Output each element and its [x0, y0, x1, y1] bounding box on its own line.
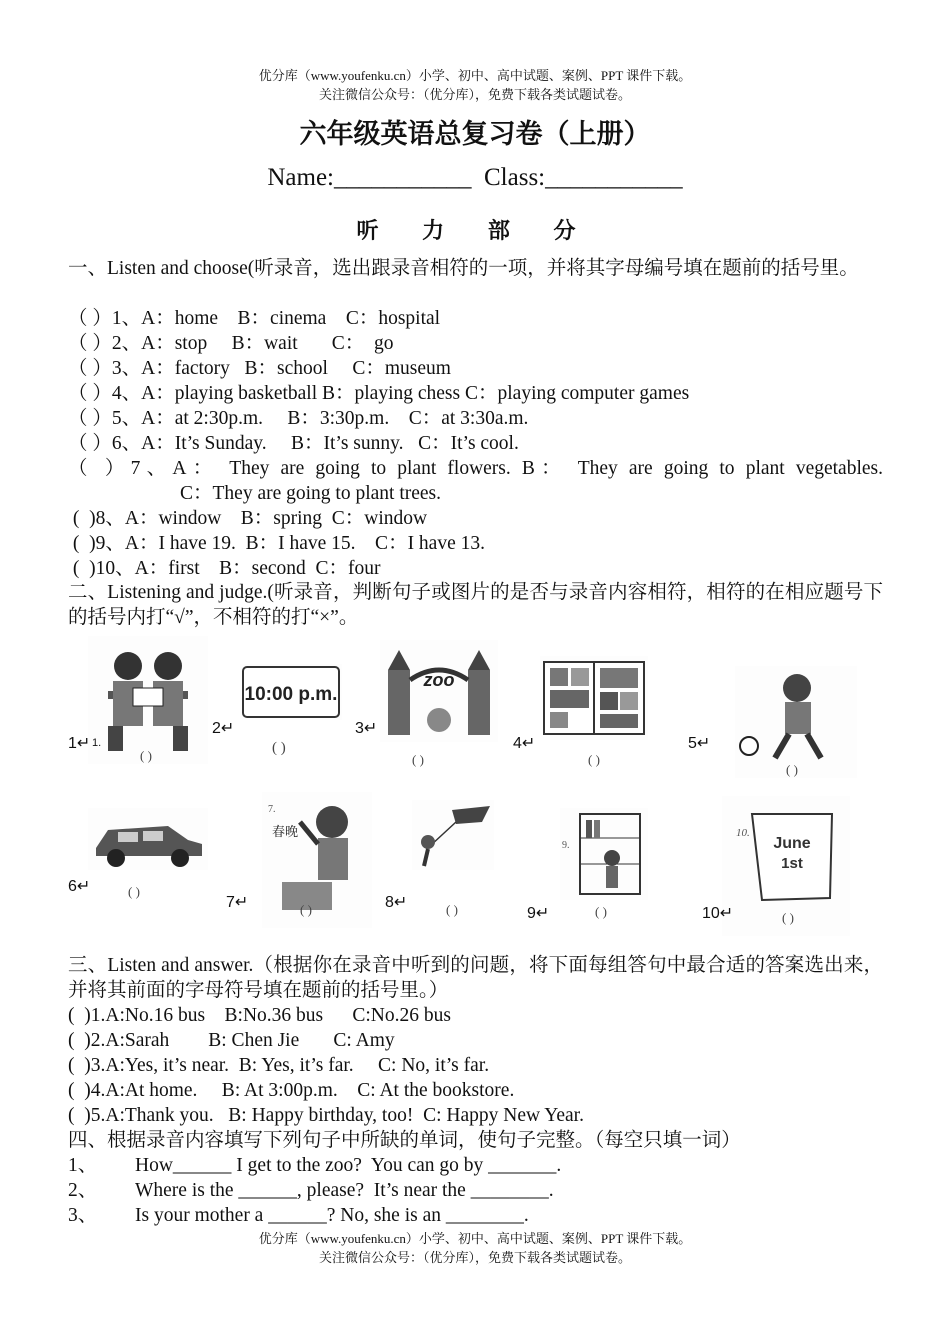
pic-number-7: 7↵ — [226, 894, 249, 911]
part1-item-6: （ ）6、A：It’s Sunday. B：It’s sunny. C：It’s cool. — [68, 433, 519, 454]
part3-item-2: ( )2.A:Sarah B: Chen Jie C: Amy — [68, 1030, 395, 1051]
pic-number-5: 5↵ — [688, 735, 711, 752]
part1-item-3: （ ）3、A：factory B：school C：museum — [68, 358, 451, 379]
paren-7: ( ) — [300, 902, 312, 917]
footer-line-2: 关注微信公众号：（优分库），免费下载各类试题试卷。 — [318, 1250, 631, 1265]
picture-8-kite-flying — [412, 800, 494, 870]
paren-4: ( ) — [588, 752, 600, 767]
part1-item-10: ( )10、A：first B：second C：four — [68, 558, 381, 579]
paren-5: ( ) — [786, 762, 798, 777]
pic-number-4: 4↵ — [513, 735, 536, 752]
people-reading-icon — [88, 636, 208, 764]
part1-heading: 一、Listen and choose(听录音，选出跟录音相符的一项，并将其字母编号填在题前的括号里。 — [68, 258, 859, 279]
part3-item-4: ( )4.A:At home. B: At 3:00p.m. C: At the bookstore. — [68, 1080, 515, 1101]
pic-number-2: 2↵ — [212, 720, 235, 737]
zoo-gate-icon — [380, 640, 498, 742]
zoo-sign-text: zoo — [423, 670, 455, 690]
picture-1-reading-couple — [88, 636, 208, 764]
pic-number-9: 9↵ — [527, 905, 550, 922]
pic-number-3: 3↵ — [355, 720, 378, 737]
calendar-day: 1st — [781, 855, 803, 872]
open-book-icon — [540, 656, 648, 740]
part3-item-3: ( )3.A:Yes, it’s near. B: Yes, it’s far. C: No, it’s far. — [68, 1055, 490, 1076]
pic-number-10: 10↵ — [702, 905, 734, 922]
picture-2-clock — [240, 664, 342, 720]
picture-4-comic-book — [540, 656, 648, 740]
pic-number-8: 8↵ — [385, 894, 408, 911]
section-title: 听 力 部 分 — [356, 219, 594, 244]
part4-heading: 四、根据录音内容填写下列句子中所缺的单词，使句子完整。（每空只填一词） — [68, 1130, 741, 1151]
part1-item-1: （ ）1、A：home B：cinema C：hospital — [68, 308, 441, 329]
part1-item-2: （ ）2、A：stop B：wait C： go — [68, 333, 394, 354]
paren-10: ( ) — [782, 910, 794, 925]
clock-text: 10:00 p.m. — [244, 684, 338, 705]
name-class-line: Name:___________ Class:___________ — [267, 164, 683, 191]
part3-heading: 三、Listen and answer.（根据你在录音中听到的问题，将下面每组答句中最合适的答案选出来，并将其前面的字母符号填在题前的括号里。） — [68, 955, 883, 1001]
part4-item-2-number: 2、 — [68, 1180, 98, 1201]
header-line-1: 优分库（www.youfenku.cn）小学、初中、高中试题、案例、PPT 课件下载。 — [258, 68, 692, 83]
picture-3-zoo-gate — [380, 640, 498, 742]
part4-item-3-number: 3、 — [68, 1205, 98, 1226]
paren-2: ( ) — [272, 740, 286, 756]
header-line-2: 关注微信公众号：（优分库），免费下载各类试题试卷。 — [318, 87, 631, 102]
part1-item-9: ( )9、A：I have 19. B：I have 15. C：I have 13. — [68, 533, 485, 554]
part1-item-4: （ ）4、A：playing basketball B：playing chess C：playing computer games — [68, 383, 690, 404]
part4-item-3-text: Is your mother a ______? No, she is an ________. — [135, 1205, 529, 1226]
calendar-month: June — [773, 835, 811, 852]
boy-waving-icon — [262, 792, 372, 928]
part1-item-7-c: C：They are going to plant trees. — [180, 483, 442, 504]
page-title: 六年级英语总复习卷（上册） — [299, 119, 651, 150]
part3-item-5: ( )5.A:Thank you. B: Happy birthday, too! C: Happy New Year. — [68, 1105, 584, 1126]
picture-9-bookshelf — [560, 808, 648, 900]
spring-festival-label: 春晚 — [272, 825, 299, 840]
small-label-9: 9. — [562, 840, 570, 851]
small-label-10: 10. — [736, 827, 750, 839]
pic-small-label-1: 1. — [92, 737, 102, 749]
kite-icon — [412, 800, 494, 870]
small-label-7: 7. — [268, 804, 276, 815]
pic-number-1: 1↵ — [68, 735, 91, 752]
part2-heading: 二、Listening and judge.(听录音，判断句子或图片的是否与录音内容相符，相符的在相应题号下的括号内打“√”，不相符的打“×”。 — [68, 582, 883, 628]
paren-8: ( ) — [446, 902, 458, 917]
footer-line-1: 优分库（www.youfenku.cn）小学、初中、高中试题、案例、PPT 课件下载。 — [258, 1231, 692, 1246]
paren-1: ( ) — [140, 748, 152, 763]
picture-7-boy-tv — [262, 792, 372, 928]
part4-item-1-number: 1、 — [68, 1155, 98, 1176]
part4-item-1-text: How______ I get to the zoo? You can go by _______. — [135, 1155, 562, 1176]
part4-item-2-text: Where is the ______, please? It’s near the ________. — [135, 1180, 554, 1201]
paren-3: ( ) — [412, 752, 424, 767]
digital-clock-icon — [240, 664, 342, 720]
paren-9: ( ) — [595, 904, 607, 919]
car-icon — [88, 808, 208, 870]
pic-number-6: 6↵ — [68, 878, 91, 895]
part1-item-5: （ ）5、A：at 2:30p.m. B：3:30p.m. C：at 3:30a.m. — [68, 408, 529, 429]
bookshelf-icon — [560, 808, 648, 900]
part3-item-1: ( )1.A:No.16 bus B:No.36 bus C:No.26 bus — [68, 1005, 451, 1026]
paren-6: ( ) — [128, 884, 140, 899]
picture-6-car — [88, 808, 208, 870]
part1-item-7: （ ）7、A： They are going to plant flowers. B： They are going to plant vegetables. — [68, 458, 883, 479]
part1-item-8: ( )8、A：window B：spring C：window — [68, 508, 428, 529]
